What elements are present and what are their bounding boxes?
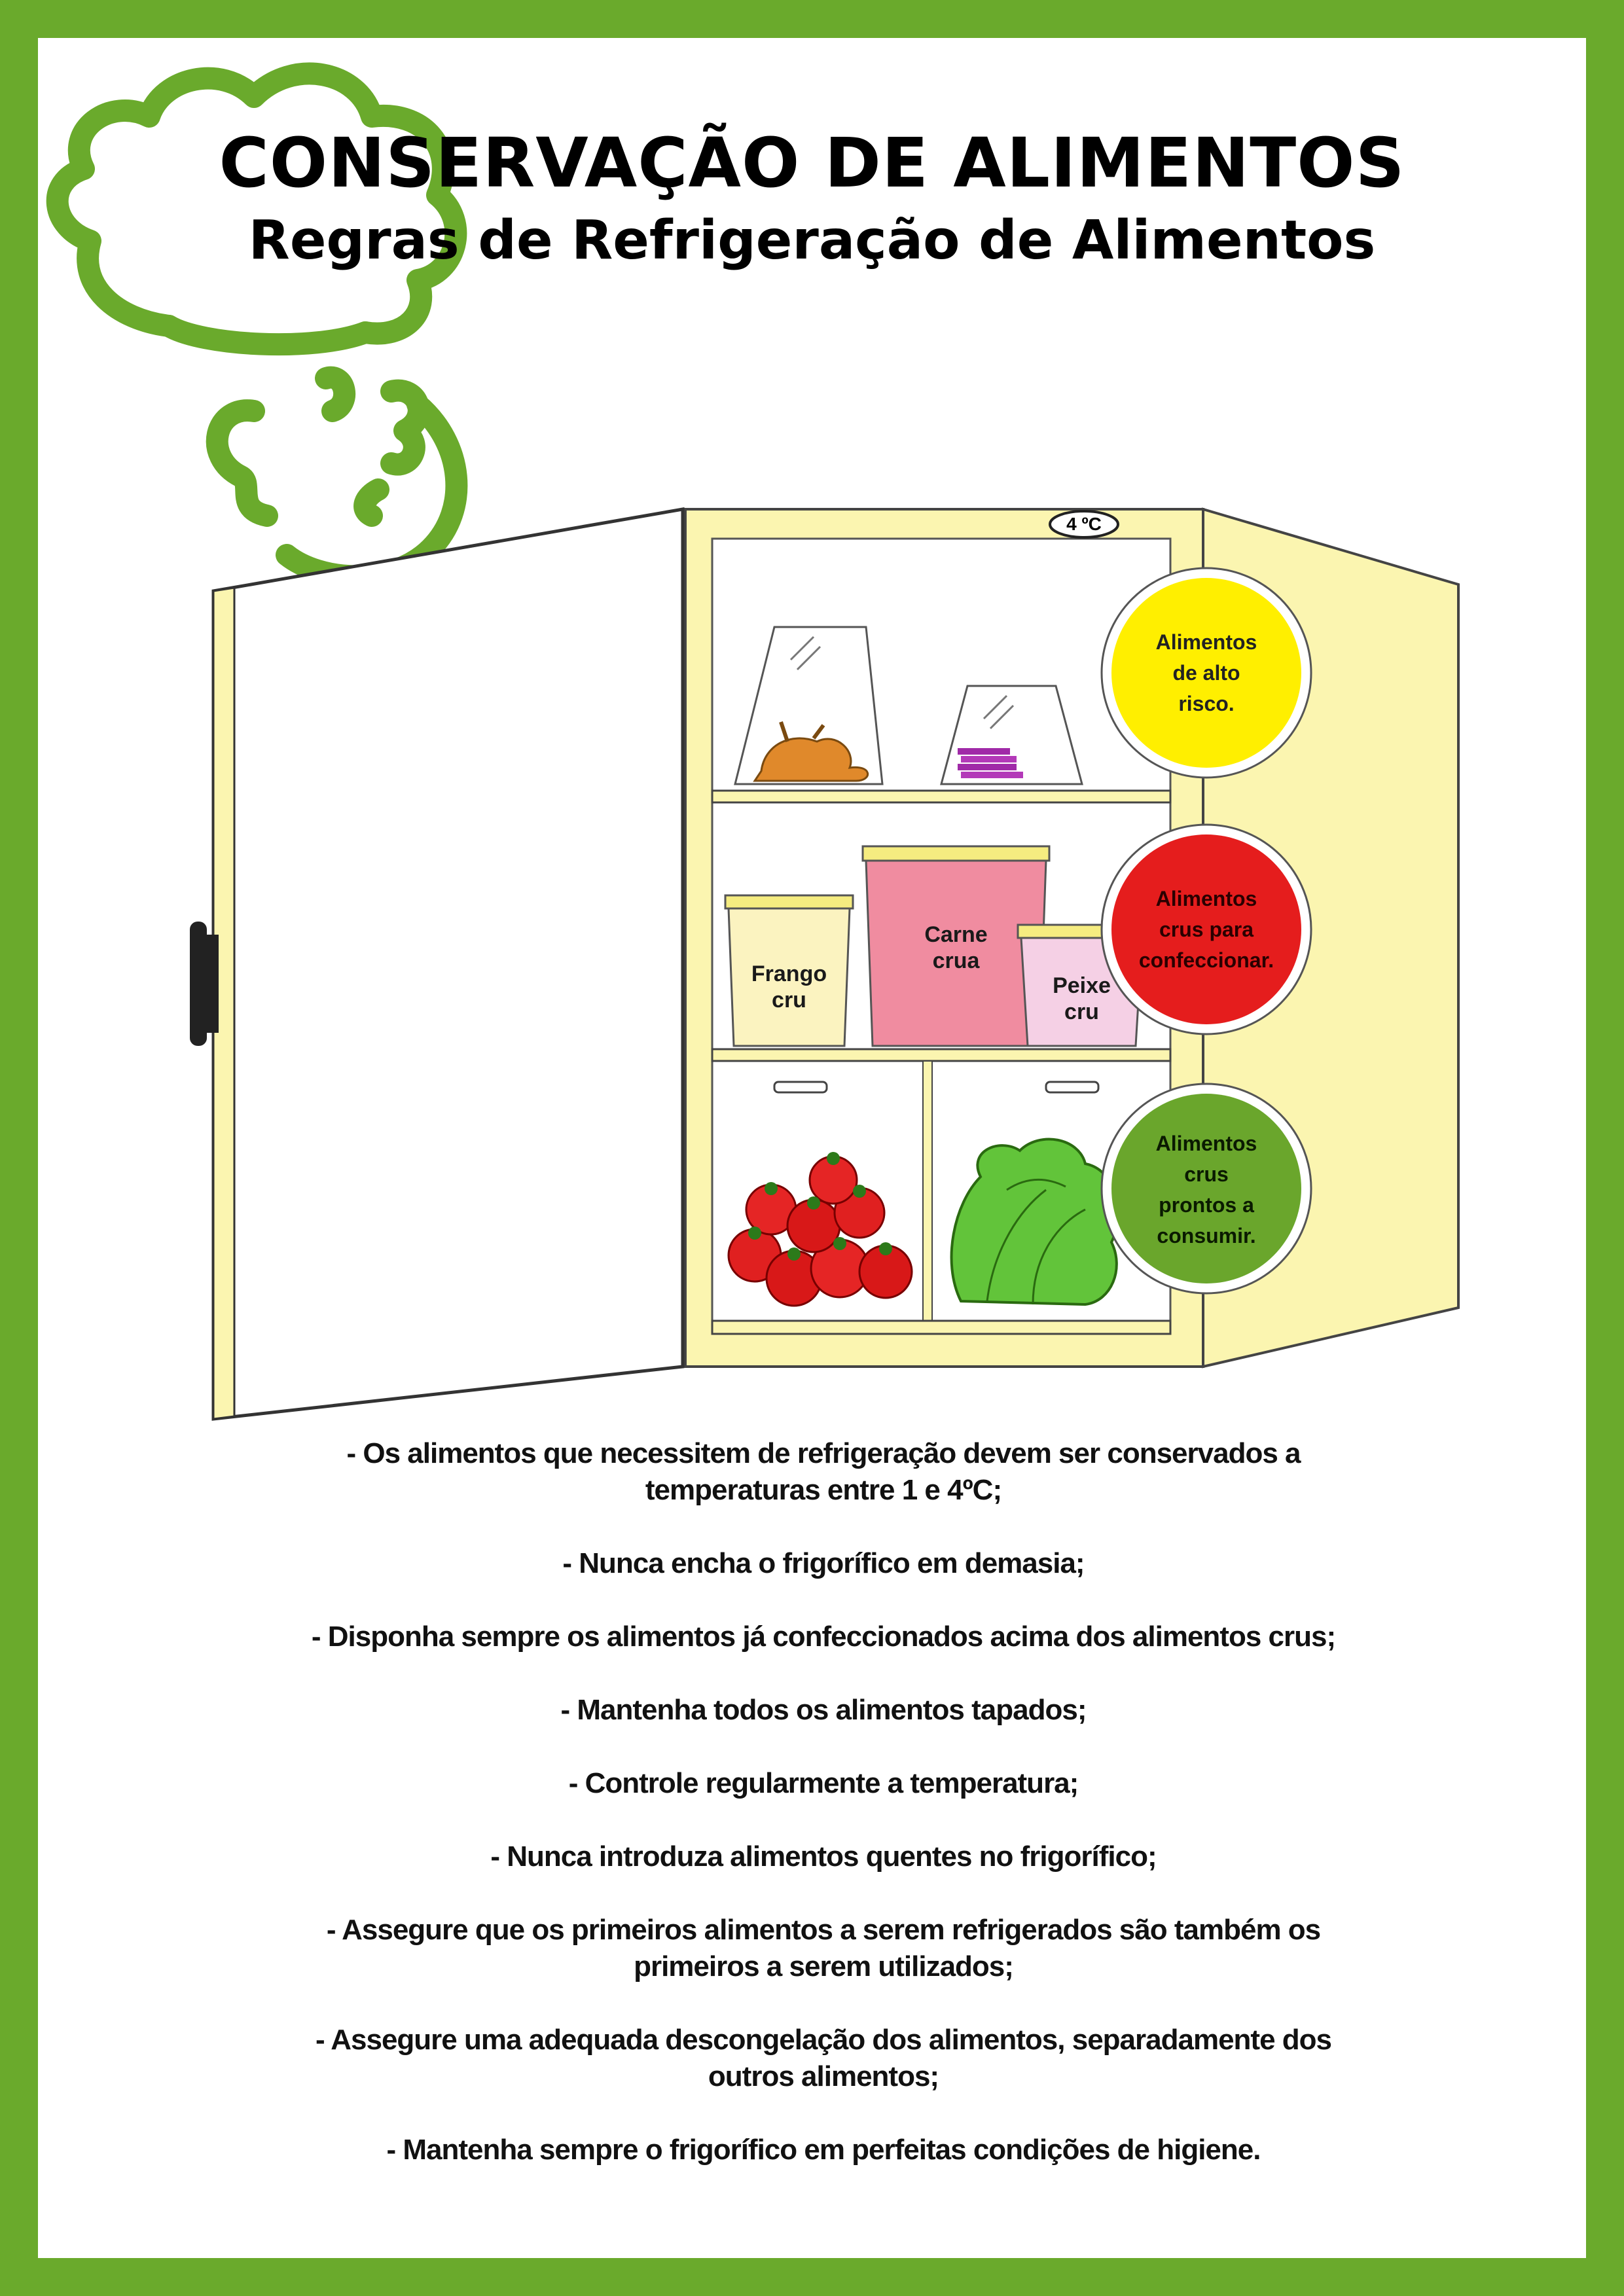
- rule-item: - Nunca introduza alimentos quentes no frigorífico;: [490, 1840, 1157, 1873]
- rule-item: - Assegure uma adequada descongelação dos alimentos, separadamente dos outros alimentos;: [315, 2024, 1331, 2092]
- thermometer-reading: 4 ºC: [1066, 514, 1102, 534]
- page-title: CONSERVAÇÃO DE ALIMENTOS: [219, 123, 1405, 203]
- top-shelf: [712, 791, 1170, 802]
- page-subtitle: Regras de Refrigeração de Alimentos: [248, 209, 1376, 272]
- legend-label-raw-to-cook: Alimentos crus para confeccionar.: [1138, 887, 1274, 972]
- rule-item: - Os alimentos que necessitem de refrigeração devem ser conservados a temperaturas entre 1 e 4ºC;: [346, 1437, 1301, 1506]
- legend-label-ready-to-eat: Alimentos crus prontos a consumir.: [1155, 1132, 1257, 1247]
- rule-item: - Mantenha todos os alimentos tapados;: [560, 1694, 1087, 1726]
- drawer-handle-right: [1046, 1082, 1098, 1092]
- rule-item: - Nunca encha o frigorífico em demasia;: [562, 1547, 1085, 1579]
- label-carne-crua: Carne crua: [924, 922, 988, 973]
- fridge-illustration: [38, 38, 1586, 1445]
- middle-shelf: [712, 1049, 1170, 1061]
- label-peixe-cru: Peixe cru: [1053, 973, 1111, 1024]
- rule-item: - Assegure que os primeiros alimentos a serem refrigerados são também os primeiros a serem utilizados;: [326, 1914, 1321, 1982]
- poster-sheet: [38, 38, 1586, 2258]
- fridge-door: [213, 509, 683, 1419]
- rule-item: - Mantenha sempre o frigorífico em perfeitas condições de higiene.: [386, 2134, 1261, 2166]
- label-frango-cru: Frango cru: [751, 961, 827, 1013]
- door-handle: [190, 922, 207, 1046]
- rule-item: - Controle regularmente a temperatura;: [568, 1767, 1079, 1799]
- legend-label-high-risk: Alimentos de alto risco.: [1155, 630, 1257, 715]
- rule-item: - Disponha sempre os alimentos já confeccionados acima dos alimentos crus;: [311, 1621, 1336, 1653]
- crisper-divider: [923, 1061, 932, 1323]
- refrigeration-rules-list: [300, 1435, 1347, 2205]
- drawer-handle-left: [774, 1082, 827, 1092]
